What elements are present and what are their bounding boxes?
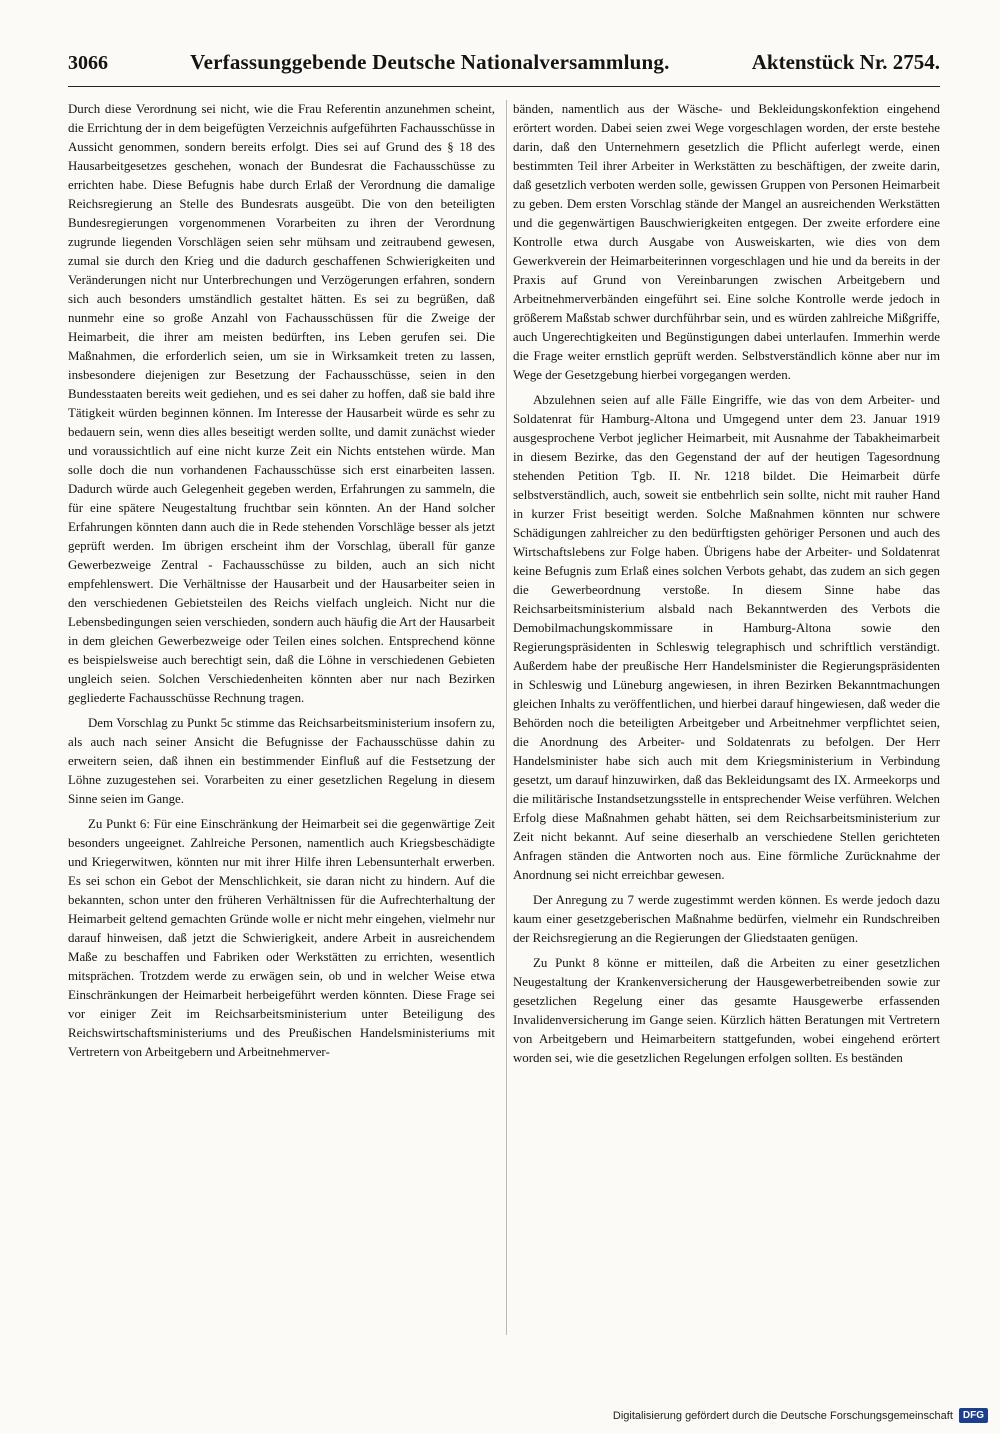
page-number: 3066 — [68, 52, 108, 74]
text-columns — [68, 100, 940, 1375]
digitization-footer — [613, 1408, 988, 1423]
right-column — [513, 100, 940, 1375]
document-number: Aktenstück Nr. 2754. — [751, 50, 940, 74]
paragraph: bänden, namentlich aus der Wäsche- und Bekleidungskonfektion eingehend erörtert worden. Dabei seien zwei Wege vorgeschlagen worden, der erste bestehe darin, daß den Unternehmern gesetzlich die Pflicht auferlegt werde, einen bestimmten Teil ihrer Arbeiter in Werkstätten zu beschäftigen, der zweite darin, daß gesetzlich verboten werden solle, gewissen Gruppen von Personen Heimarbeit zu geben. Dem ersten Vorschlag stände der Mangel an ausreichenden Werkstätten und die gegenwärtigen Bauschwierigkeiten entgegen. Der zweite erfordere eine Kontrolle etwa durch Ausgabe von Ausweiskarten, wie dies von dem Gewerkverein der Heimarbeiterinnen vorgeschlagen und hie und da bereits in der Praxis auf Grund von Vereinbarungen zwischen Arbeitgebern und Arbeitnehmerverbänden eingeführt sei. Eine solche Kontrolle werde jedoch in größerem Maßstab schwer durchführbar sein, und es würden zahlreiche Mißgriffe, auch Ungerechtigkeiten und Begünstigungen dabei unterlaufen. Immerhin werde die Frage weiter ernstlich geprüft werden. Selbstverständlich könne aber nur im Wege der Gesetzgebung hierbei vorgegangen werden. — [513, 102, 940, 382]
paragraph: Dem Vorschlag zu Punkt 5c stimme das Reichsarbeitsministerium insofern zu, als auch nach seiner Ansicht die Befugnisse der Fachausschüsse dahin zu erweitern seien, daß ihnen ein bestimmender Einfluß auf die Festsetzung der Löhne zuzugestehen sei. Vorarbeiten zu einer gesetzlichen Regelung in diesem Sinne seien im Gange. — [68, 716, 495, 806]
paragraph: Zu Punkt 6: Für eine Einschränkung der Heimarbeit sei die gegenwärtige Zeit besonders ungeeignet. Zahlreiche Personen, namentlich auch Kriegsbeschädigte und Kriegerwitwen, könnten nur mit ihrer Hilfe ihren Lebensunterhalt erwerben. Es sei schon ein Gebot der Menschlichkeit, sie daran nicht zu hindern. Auf die bekannten, schon unter den früheren Verhältnissen für die Aufrechterhaltung der Heimarbeit geltend gemachten Gründe wolle er nicht mehr eingehen, vielmehr nur darauf hinweisen, daß jetzt die Schwierigkeit, andere Arbeit in ausreichendem Maße zu beschaffen und Fabriken oder Werkstätten zu errichten, wesentlich mitsprächen. Trotzdem werde zu erwägen sein, ob und in welcher Weise etwa Einschränkungen der Heimarbeit herbeigeführt werden könnten. Diese Frage sei vor einiger Zeit im Reichsarbeitsministerium unter Beteiligung des Reichswirtschaftsministeriums und des Preußischen Handelsministeriums mit Vertretern von Arbeitgebern und Arbeitnehmerver- — [68, 817, 495, 1059]
paragraph: Der Anregung zu 7 werde zugestimmt werden können. Es werde jedoch dazu kaum einer gesetzgeberischen Maßnahme bedürfen, vielmehr ein Rundschreiben der Reichsregierung an die Regierungen der Gliedstaaten genügen. — [513, 893, 940, 945]
paragraph: Abzulehnen seien auf alle Fälle Eingriffe, wie das von dem Arbeiter- und Soldatenrat für Hamburg-Altona und Umgegend unter dem 23. Januar 1919 ausgesprochene Verbot jeglicher Heimarbeit, mit Ausnahme der Tabakheimarbeit in diesem Bezirke, das den Gegenstand der auf der heutigen Tagesordnung stehenden Petition Tgb. II. Nr. 1218 bildet. Die Heimarbeit dürfe selbstverständlich, auch, soweit sie entbehrlich sein sollte, nicht mit rauher Hand in kurzer Frist beseitigt werden. Solche Maßnahmen könnten nur schwere Schädigungen zahlreicher zu den bedürftigsten gehöriger Personen und auch des Wirtschaftslebens zur Folge haben. Übrigens habe der Arbeiter- und Soldatenrat keine Befugnis zum Erlaß eines solchen Verbots gehabt, das zudem an sich gegen die Gewerbeordnung verstoße. In diesem Sinne habe das Reichsarbeitsministerium alsbald nach Bekanntwerden des Verbots die Demobilmachungskommissare in Hamburg-Altona sowie den Regierungspräsidenten in Schleswig telegraphisch und schriftlich verständigt. Außerdem habe der preußische Herr Handelsminister die Regierungspräsidenten in Schleswig und Lüneburg angewiesen, in ihren Bezirken Bekanntmachungen gleichen Inhalts zu veröffentlichen, und hierbei darauf hingewiesen, daß weder die Behörden noch die beteiligten Arbeitgeber und Arbeitnehmer verpflichtet seien, die Anordnung des Arbeiter- und Soldatenrats zu befolgen. Der Herr Handelsminister habe sich auch mit dem Kriegsministerium in Verbindung gesetzt, um darauf hinzuwirken, daß das Bekleidungsamt des IX. Armeekorps und die militärische Instandsetzungsstelle in entsprechender Weise verführen. Welchen Erfolg diese Maßnahmen gehabt hätten, sei dem Reichsarbeitsministerium zur Zeit nicht bekannt. Auf seine dieserhalb an verschiedene Stellen gerichteten Anfragen ständen die Antworten noch aus. Eine förmliche Zurücknahme der Anordnung sei nicht erreichbar gewesen. — [513, 393, 940, 882]
funding-credit: Digitalisierung gefördert durch die Deutsche Forschungsgemeinschaft — [612, 1409, 953, 1422]
left-column — [68, 100, 495, 1375]
dfg-logo: DFG — [959, 1408, 988, 1423]
page-header — [68, 50, 940, 87]
paragraph: Zu Punkt 8 könne er mitteilen, daß die Arbeiten zu einer gesetzlichen Neugestaltung der Krankenversicherung der Hausgewerbetreibenden sowie zur gesetzlichen Regelung einer das gesamte Hausgewerbe erfassenden Invalidenversicherung im Gange seien. Kürzlich hätten Beratungen mit Vertretern von Arbeitgebern und Heimarbeitern stattgefunden, wobei eingehend erörtert worden sei, wie die gesetzlichen Regelungen erfolgen sollten. Es beständen — [513, 956, 940, 1065]
running-title: Verfassunggebende Deutsche Nationalversammlung. — [190, 50, 670, 74]
paragraph: Durch diese Verordnung sei nicht, wie die Frau Referentin anzunehmen scheint, die Errichtung der in dem beigefügten Verzeichnis aufgeführten Fachausschüsse in Aussicht genommen, sondern bereits erfolgt. Dies sei auf Grund des § 18 des Hausarbeitgesetzes geschehen, wonach der Bundesrat die Fachausschüsse zu errichten habe. Diese Befugnis habe durch Erlaß der Verordnung die damalige Reichsregierung an Stelle des Bundesrats ausgeübt. Die von den beteiligten Bundesregierungen vorgenommenen Vorarbeiten zu ihren der Verordnung zugrunde liegenden Vorschlägen seien sehr mühsam und zeitraubend gewesen, zumal sie durch den Krieg und die dadurch geschaffenen Schwierigkeiten und Veränderungen nicht nur Unterbrechungen und Verzögerungen erfahren, sondern sich auch besonders umständlich gestaltet hätten. Es sei zu begrüßen, daß nunmehr eine so große Anzahl von Fachausschüssen für die Zweige der Heimarbeit, die ihrer am meisten bedürften, ins Leben gerufen sei. Die Maßnahmen, die erforderlich seien, um sie in Wirksamkeit treten zu lassen, insbesondere diejenigen zur Besetzung der Fachausschüsse, seien in den Bundesstaaten bereits weit gediehen, und es sei daher zu hoffen, daß sie bald ihre Tätigkeit würden beginnen können. Im Interesse der Hausarbeit würde es sehr zu bedauern sein, wenn dies alles beseitigt werden sollte, und damit zunächst wieder und voraussichtlich auf eine nicht kurze Zeit ein Nichts entstehen würde. Man solle doch die nun vorhandenen Fachausschüsse sich erst einarbeiten lassen. Dadurch würde auch Gelegenheit gegeben werden, Erfahrungen zu sammeln, die für eine spätere Neugestaltung fruchtbar sein könnten. An der Hand solcher Erfahrungen könnten dann auch die in Rede stehenden Vorschläge besser als jetzt geprüft werden. Im übrigen erscheint ihm der Vorschlag, überall für ganze Gewerbezweige Zentral - Fachausschüsse zu bilden, auch an sich nicht empfehlenswert. Die Verhältnisse der Hausarbeit und der Hausarbeiter seien in den verschiedenen Gebietsteilen des Reichs vielfach ungleich. Nicht nur die Lebensbedingungen seien verschieden, sondern auch häufig die Art der Hausarbeit in dem gleichen Gewerbezweige oder Teilen eines solchen. Entsprechend könne es beispielsweise auch berechtigt sein, daß die Löhne in verschiedenen Gebieten ungleich seien. Solchen Verschiedenheiten könnten aber nur nach Bezirken gegliederte Fachausschüsse Rechnung tragen. — [68, 102, 495, 705]
